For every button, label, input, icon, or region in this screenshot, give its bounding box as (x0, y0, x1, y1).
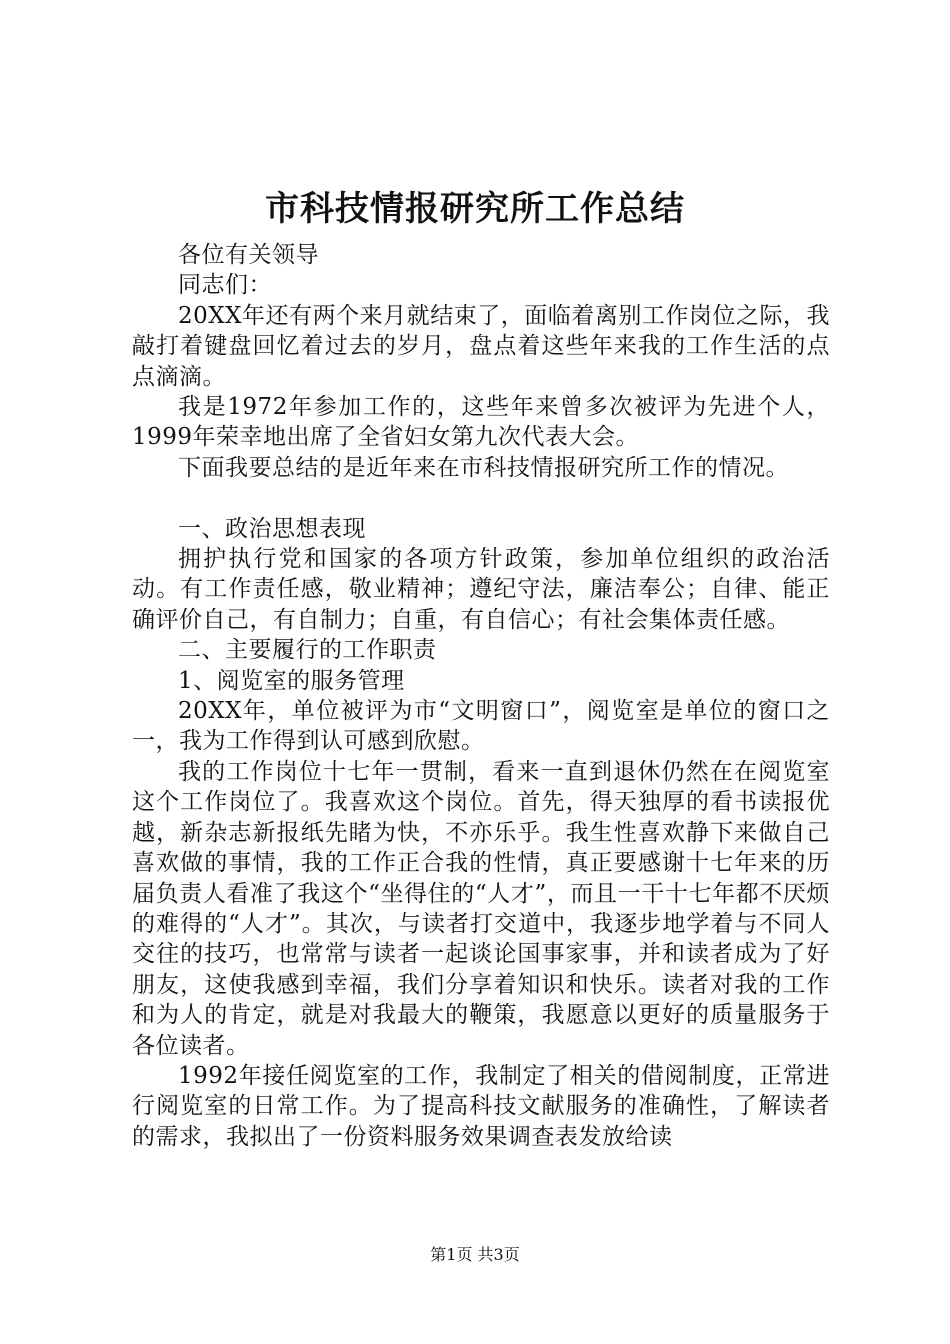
paragraph-intro: 20XX年还有两个来月就结束了，面临着离别工作岗位之际，我敲打着键盘回忆着过去的岁月，盘点着这些年来我的工作生活的点点滴滴。 (132, 302, 830, 390)
paragraph-overview: 下面我要总结的是近年来在市科技情报研究所工作的情况。 (178, 454, 789, 481)
section-heading-political: 一、政治思想表现 (178, 515, 366, 542)
page-number-footer: 第1页 共3页 (430, 1245, 520, 1264)
subsection-heading-reading-room: 1、阅览室的服务管理 (178, 667, 405, 694)
document-title: 市科技情报研究所工作总结 (265, 189, 685, 229)
document-body (132, 240, 830, 1152)
paragraph-1992: 1992年接任阅览室的工作，我制定了相关的借阅制度，正常进行阅览室的日常工作。为了提高科技文献服务的准确性，了解读者的需求，我拟出了一份资料服务效果调查表发放给读 (132, 1062, 830, 1150)
paragraph-seventeen-years: 我的工作岗位十七年一贯制，看来一直到退休仍然在在阅览室这个工作岗位了。我喜欢这个岗位。首先，得天独厚的看书读报优越，新杂志新报纸先睹为快，不亦乐乎。我生性喜欢静下来做自己喜欢做的事情，我的工作正合我的性情，真正要感谢十七年来的历届负责人看准了我这个“坐得住的“人才”，而且一干十七年都不厌烦的难得的“人才”。其次，与读者打交道中，我逐步地学着与不同人交往的技巧，也常常与读者一起谈论国事家事，并和读者成为了好朋友，这使我感到幸福，我们分享着知识和快乐。读者对我的工作和为人的肯定，就是对我最大的鞭策，我愿意以更好的质量服务于各位读者。 (132, 758, 830, 1059)
paragraph-career: 我是1972年参加工作的，这些年来曾多次被评为先进个人，1999年荣幸地出席了全省妇女第九次代表大会。 (132, 394, 830, 451)
salutation-leaders: 各位有关领导 (178, 242, 319, 268)
paragraph-civilized-window: 20XX年，单位被评为市“文明窗口”，阅览室是单位的窗口之一，我为工作得到认可感到欣慰。 (132, 698, 830, 755)
paragraph-political: 拥护执行党和国家的各项方针政策，参加单位组织的政治活动。有工作责任感，敬业精神；遵纪守法，廉洁奉公；自律、能正确评价自己，有自制力；自重，有自信心；有社会集体责任感。 (132, 546, 830, 633)
salutation-comrades: 同志们： (178, 272, 272, 299)
section-heading-duties: 二、主要履行的工作职责 (178, 637, 437, 664)
